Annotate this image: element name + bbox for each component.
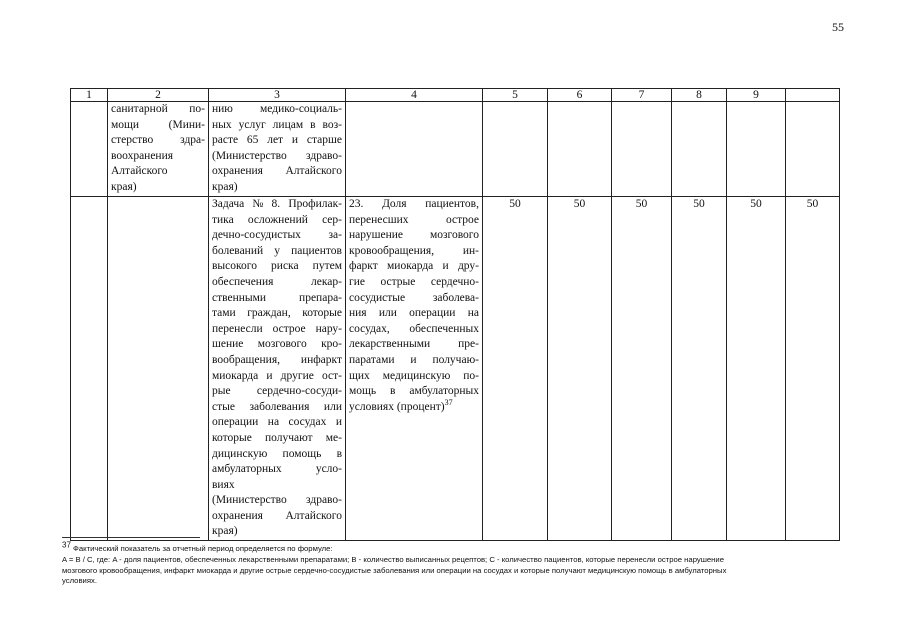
cell-text-line: ных услуг лицам в воз- [212,118,342,131]
value-cell [612,102,672,197]
cell-text-line: стые заболевания или [212,400,342,413]
table-row [71,102,840,197]
cell-text-line: вообращения, инфаркт [212,353,342,366]
footnote-line: условиях. [62,576,97,586]
cell-text-line: высокого риска путем [212,260,342,273]
footnote-line: A = B / C, где: A - доля пациентов, обеспеченных лекарственными препаратами; B - количество выписанных рецептов; C - количество пациентов, которые перенесли острое нарушение [62,554,724,564]
cell-text-line: дицинскую помощь в [212,447,342,460]
header-cell: 8 [672,89,727,102]
value-cell: 50 [672,197,727,541]
cell-text-line: кровообращения, ин- [349,244,479,257]
footnote [62,540,842,587]
cell-text-line: ния или операции на [349,307,479,320]
header-cell: 6 [548,89,612,102]
cell-text-line: сосудистые заболева- [349,291,479,304]
cell-text-line: мощь в амбулаторных [349,385,479,398]
cell-text-line: воохранения [111,149,174,162]
task-cell [209,102,346,197]
cell-text-line: миокарда и другие ост- [212,369,342,382]
footnote-line: мозгового кровообращения, инфаркт миокарда и другие острые сердечно-сосудистые заболевания или операции на сосудах и которые получают медицинскую помощь в амбулаторных [62,565,727,575]
header-cell: 5 [483,89,548,102]
header-cell: 2 [108,89,209,102]
value-cell: 50 [727,197,786,541]
value-cell [786,102,840,197]
cell-text-line: обеспечения лекар- [212,275,342,288]
cell-text-line: Задача № 8. Профилак- [212,198,342,210]
cell-text-line: щих медицинскую по- [349,369,479,382]
page-number: 55 [832,20,844,34]
cell-text-line: дечно-сосудистых за- [212,229,342,242]
cell-text-line: которые получают ме- [212,431,342,444]
footnote-reference: 37 [444,397,453,407]
cell-text-line: тика осложнений сер- [212,213,342,226]
cell-text-line: Алтайского [111,165,168,178]
value-cell [672,102,727,197]
cell-text-line: паратами и получаю- [349,353,479,366]
cell-text-line: края) [212,525,238,538]
cell-text-line: виях [212,478,235,491]
cell-text-line: края) [111,180,137,193]
cell-text-line: шение мозгового кро- [212,338,342,351]
header-cell: 7 [612,89,672,102]
footnote-line [62,540,842,555]
cell-text-line: санитарной по- [111,103,205,115]
header-cell: 1 [71,89,108,102]
cell-text-line: края) [212,180,238,193]
cell-text-line: рые сердечно-сосуди- [212,385,342,398]
cell-text-line: (Министерство здраво- [212,494,342,507]
row-number-cell [71,197,108,541]
footnote-text: Фактический показатель за отчетный период определяется по формуле: [73,544,333,553]
header-cell [786,89,840,102]
cell-text-line: ственными препара- [212,291,342,304]
task-cell [209,197,346,541]
program-cell [108,197,209,541]
cell-text-line: амбулаторных усло- [212,463,342,476]
footnote-marker: 37 [62,540,71,550]
cell-text-line: нию медико-социаль- [212,103,342,115]
header-cell: 9 [727,89,786,102]
value-cell [727,102,786,197]
cell-text-line: условиях (процент)$^{37}$ [349,397,453,413]
cell-text-line: перенесли острое нару- [212,322,342,335]
value-cell: 50 [786,197,840,541]
row-number-cell [71,102,108,197]
cell-text-line: тами граждан, которые [212,307,342,320]
cell-text-line: нарушение мозгового [349,229,479,242]
cell-text-line: охранения Алтайского [212,165,342,178]
cell-text-line: гие острые сердечно- [349,275,479,288]
indicator-cell [346,102,483,197]
cell-text-line: (Министерство здраво- [212,149,342,162]
cell-text-line: операции на сосудах и [212,416,342,429]
header-cell: 4 [346,89,483,102]
indicator-cell [346,197,483,541]
footnote-divider [62,537,200,538]
value-cell: 50 [483,197,548,541]
value-cell [483,102,548,197]
cell-text-line: 23. Доля пациентов, [349,198,479,210]
cell-text-line: перенесших острое [349,213,479,226]
table-header-row [71,89,840,102]
cell-text-line: расте 65 лет и старше [212,134,342,147]
cell-text-line: лекарственными пре- [349,338,479,351]
value-cell: 50 [548,197,612,541]
cell-text-line: охранения Алтайского [212,509,342,522]
cell-text-line: болеваний у пациентов [212,244,342,257]
program-cell [108,102,209,197]
indicator-table [70,88,840,541]
table-row [71,197,840,541]
header-cell: 3 [209,89,346,102]
cell-text-line: сосудах, обеспеченных [349,322,479,335]
cell-text-line: мощи (Мини- [111,118,205,131]
cell-text-line: фаркт миокарда и дру- [349,260,479,273]
cell-text-line: стерство здра- [111,134,205,147]
value-cell [548,102,612,197]
value-cell: 50 [612,197,672,541]
